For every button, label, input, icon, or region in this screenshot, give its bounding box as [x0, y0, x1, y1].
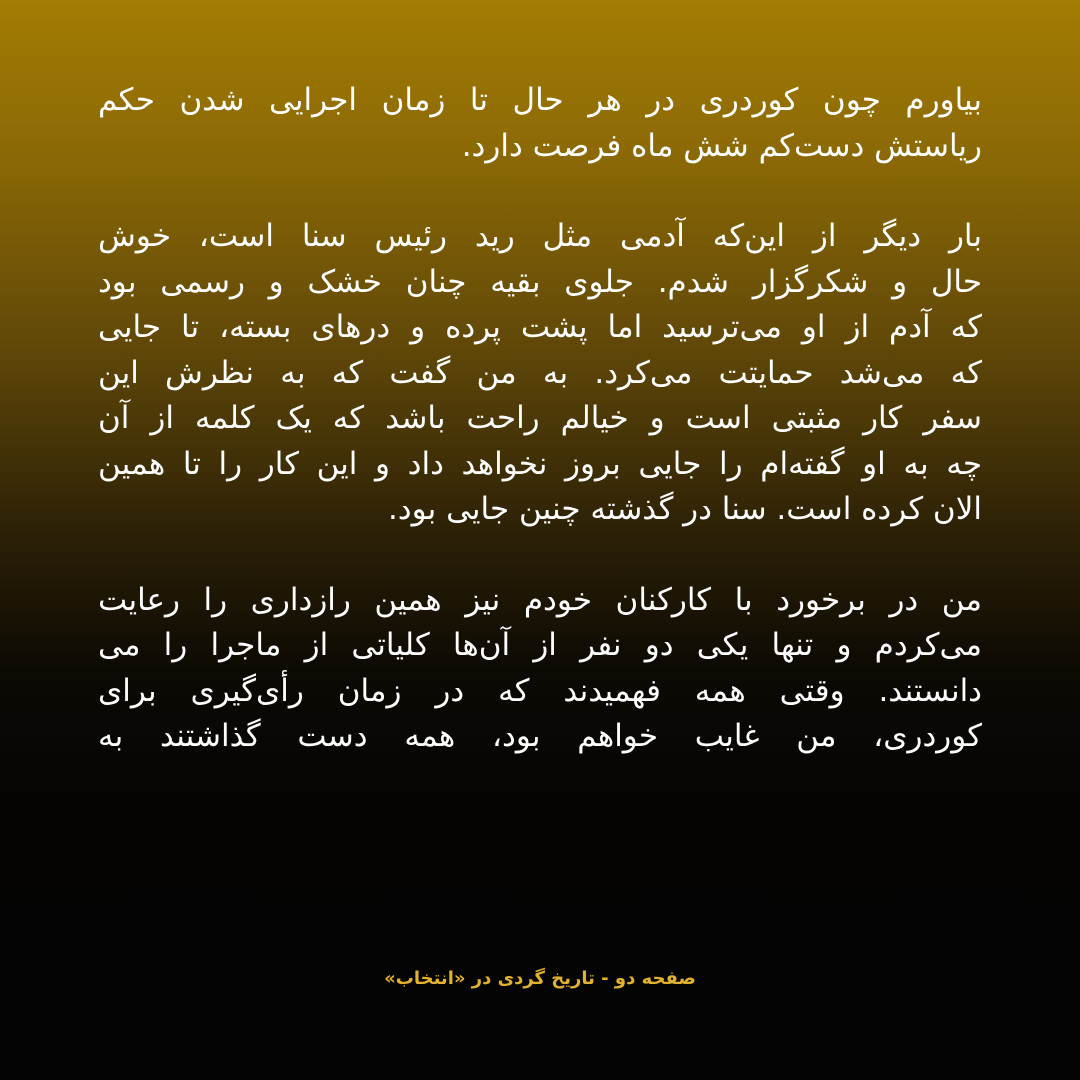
text-line: حال و شکرگزار شدم. جلوی بقیه چنان خشک و رسمی بود: [98, 263, 982, 300]
text-line: بار دیگر از این‌که آدمی مثل رید رئیس سنا است، خوش: [98, 218, 982, 254]
paragraph-1: [98, 78, 982, 169]
text-line: دانستند. وقتی همه فهمیدند که در زمان رأی‌گیری برای: [98, 672, 982, 709]
paragraph-3: [98, 578, 982, 760]
text-line: بیاورم چون کوردری در هر حال تا زمان اجرایی شدن حکم: [98, 82, 982, 118]
paragraph-2: [98, 214, 982, 533]
text-line: من در برخورد با کارکنان خودم نیز همین رازداری را رعایت: [98, 581, 982, 618]
text-line: سفر کار مثبتی است و خیالم راحت باشد که یک کلمه از آن: [98, 400, 982, 436]
text-line: الان کرده است. سنا در گذشته چنین جایی بود.: [387, 491, 982, 527]
text-line: چه به او گفته‌ام را جایی بروز نخواهد داد و این کار را تا همین: [98, 445, 982, 482]
text-line: ریاستش دست‌کم شش ماه فرصت دارد.: [461, 127, 982, 164]
text-line: که می‌شد حمایتت می‌کرد. به من گفت که به نظرش این: [98, 354, 982, 391]
text-line: کوردری، من غایب خواهم بود، همه دست گذاشتند به: [98, 718, 982, 754]
text-line: می‌کردم و تنها یکی دو نفر از آن‌ها کلیاتی از ماجرا را می: [98, 627, 982, 663]
page-footer-caption: صفحه دو - تاریخ گردی در «انتخاب»: [384, 968, 696, 989]
text-line: که آدم از او می‌ترسید اما پشت پرده و درهای بسته، تا جایی: [98, 309, 982, 345]
article-body: [98, 78, 982, 805]
